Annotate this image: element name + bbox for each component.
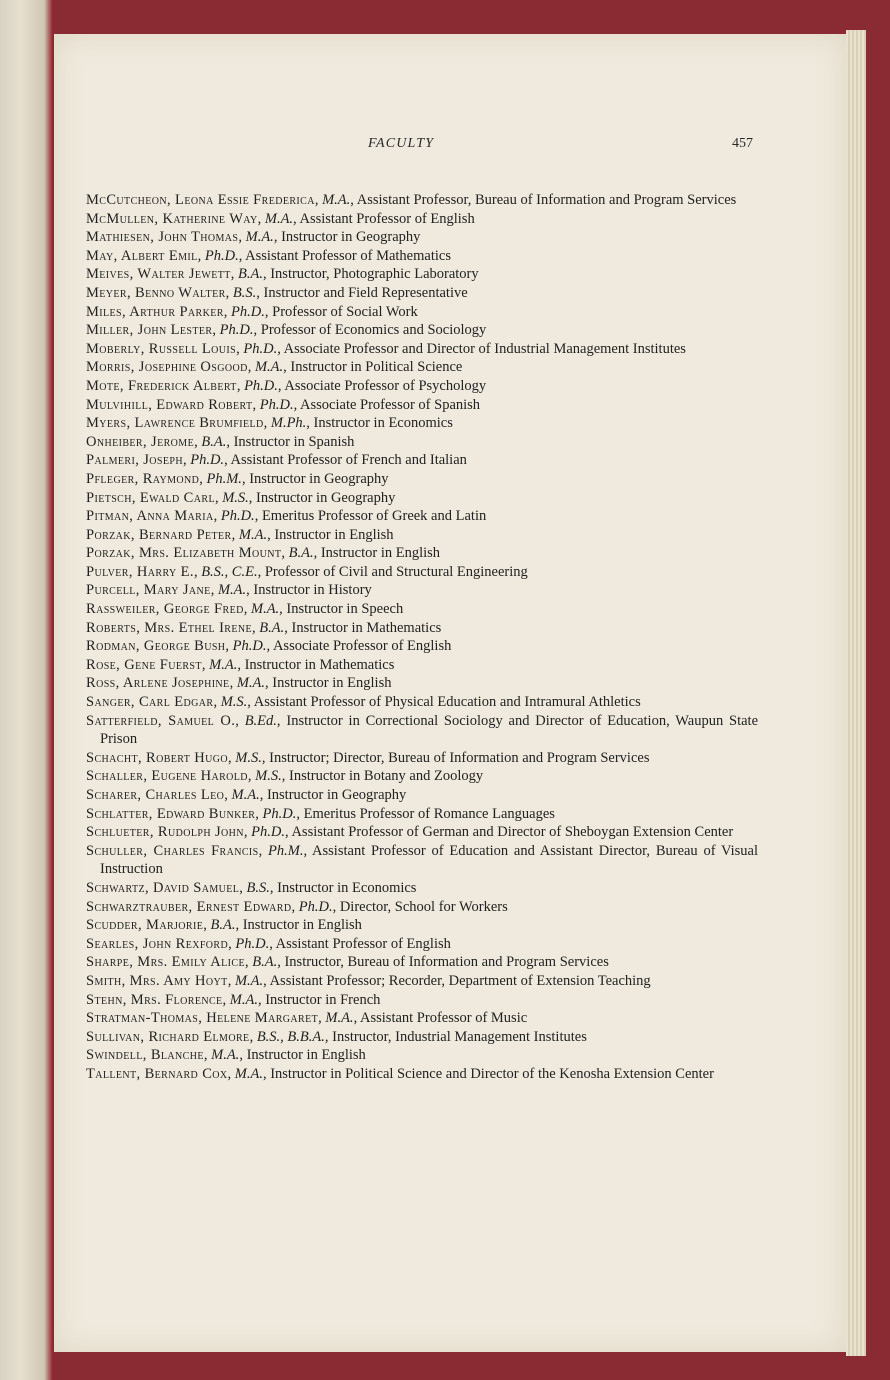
faculty-title: Instructor, Photographic Laboratory: [270, 266, 479, 283]
faculty-title: Instructor in English: [320, 545, 441, 562]
faculty-entry: Mote, Frederick Albert, Ph.D., Associate Professor of Psychology: [86, 377, 487, 394]
faculty-name: Pitman, Anna Maria: [86, 508, 214, 525]
faculty-degree: M.A.: [217, 582, 247, 599]
faculty-name: Rodman, George Bush: [86, 638, 226, 655]
faculty-degree: M.A.: [234, 972, 264, 989]
faculty-entry: Searles, John Rexford, Ph.D., Assistant Professor of English: [86, 935, 451, 952]
faculty-entry: Purcell, Mary Jane, M.A., Instructor in History: [86, 582, 372, 599]
faculty-entry: Schwarztrauber, Ernest Edward, Ph.D., Director, School for Workers: [86, 898, 508, 915]
faculty-degree: M.S.: [235, 749, 262, 766]
faculty-title: Professor of Civil and Structural Engineering: [264, 563, 528, 580]
faculty-title: Instructor in Correctional Sociology and Director of Education, Waupun State Prison: [100, 712, 759, 748]
faculty-degree: M.A.: [250, 601, 280, 618]
faculty-name: Stratman-Thomas, Helene Margaret: [86, 1010, 319, 1027]
faculty-degree: B.S., C.E.: [201, 563, 258, 580]
faculty-degree: Ph.D.: [235, 935, 270, 952]
faculty-name: Schacht, Robert Hugo: [86, 749, 229, 766]
faculty-title: Instructor in English: [274, 526, 394, 543]
faculty-name: Tallent, Bernard Cox: [86, 1065, 228, 1082]
faculty-name: Mathiesen, John Thomas: [86, 229, 239, 246]
faculty-degree: B.Ed.: [244, 712, 277, 729]
faculty-name: Purcell, Mary Jane: [86, 582, 211, 599]
faculty-title: Instructor in Mathematics: [291, 619, 442, 636]
faculty-title: Instructor in Speech: [286, 601, 404, 618]
faculty-degree: B.S.: [232, 284, 257, 301]
faculty-name: Sanger, Carl Edgar: [86, 694, 214, 711]
faculty-name: Meyer, Benno Walter: [86, 284, 226, 301]
faculty-degree: M.A.: [234, 1065, 263, 1082]
faculty-name: Onheiber, Jerome: [86, 433, 195, 450]
faculty-degree: Ph.D.: [243, 340, 278, 357]
faculty-entry: Smith, Mrs. Amy Hoyt, M.A., Assistant Professor; Recorder, Department of Extension Teaching: [86, 972, 651, 989]
faculty-name: Schwarztrauber, Ernest Edward: [86, 898, 292, 915]
faculty-name: Smith, Mrs. Amy Hoyt: [86, 972, 228, 989]
faculty-title: Instructor in Political Science and Director of the Kenosha Extension Center: [270, 1065, 714, 1082]
faculty-degree: Ph.D.: [204, 247, 239, 264]
faculty-degree: M.A.: [238, 526, 268, 543]
faculty-name: Pulver, Harry E.: [86, 563, 194, 580]
faculty-degree: M.A.: [231, 787, 260, 803]
faculty-entry: Stratman-Thomas, Helene Margaret, M.A., Assistant Professor of Music: [86, 1010, 528, 1027]
faculty-entry: Rassweiler, George Fred, M.A., Instructor in Speech: [86, 601, 404, 618]
faculty-entry: Schlueter, Rudolph John, Ph.D., Assistant Professor of German and Director of Sheboygan Extension Center: [86, 824, 734, 841]
faculty-entry: Schacht, Robert Hugo, M.S., Instructor; Director, Bureau of Information and Program Services: [86, 749, 650, 766]
faculty-entry: Schuller, Charles Francis, Ph.M., Assistant Professor of Education and Assistant Director, Bureau of Visual Instruction: [86, 842, 759, 878]
faculty-entry: McMullen, Katherine Way, M.A., Assistant Professor of English: [86, 210, 475, 227]
faculty-degree: Ph.D.: [244, 377, 278, 394]
faculty-degree: B.A.: [238, 266, 263, 283]
faculty-name: Pietsch, Ewald Carl: [86, 489, 215, 506]
faculty-entry: Sanger, Carl Edgar, M.S., Assistant Professor of Physical Education and Intramural Athletics: [86, 694, 641, 711]
faculty-degree: M.A.: [264, 210, 294, 227]
faculty-degree: Ph.M.: [206, 470, 242, 487]
faculty-name: Schlueter, Rudolph John: [86, 824, 244, 841]
faculty-name: Moberly, Russell Louis: [86, 340, 237, 357]
faculty-title: Emeritus Professor of Romance Languages: [303, 805, 555, 822]
faculty-entry: Porzak, Mrs. Elizabeth Mount, B.A., Instructor in English: [86, 545, 441, 562]
faculty-title: Professor of Economics and Sociology: [260, 322, 487, 339]
faculty-degree: B.S., B.B.A.: [256, 1028, 325, 1045]
faculty-entry: Satterfield, Samuel O., B.Ed., Instructor in Correctional Sociology and Director of Education, Waupun State Prison: [86, 712, 759, 748]
faculty-degree: M.A.: [245, 229, 274, 246]
faculty-title: Instructor in Economics: [313, 415, 453, 432]
faculty-entry: Mathiesen, John Thomas, M.A., Instructor in Geography: [86, 229, 421, 246]
faculty-entry: Meyer, Benno Walter, B.S., Instructor and Field Representative: [86, 284, 468, 301]
faculty-title: Instructor in Geography: [249, 470, 389, 487]
faculty-degree: Ph.D.: [298, 898, 333, 915]
faculty-title: Instructor in History: [253, 582, 372, 599]
faculty-degree: B.S.: [246, 879, 270, 896]
faculty-name: Roberts, Mrs. Ethel Irene: [86, 619, 253, 636]
faculty-title: Professor of Social Work: [272, 303, 418, 320]
faculty-entry: Myers, Lawrence Brumfield, M.Ph., Instructor in Economics: [86, 415, 453, 432]
faculty-degree: B.A.: [210, 917, 236, 934]
faculty-name: Miles, Arthur Parker: [86, 303, 224, 320]
faculty-entry: Swindell, Blanche, M.A., Instructor in English: [86, 1047, 366, 1064]
faculty-title: Assistant Professor, Bureau of Information and Program Services: [356, 192, 737, 208]
faculty-title: Instructor in English: [242, 917, 362, 934]
faculty-name: Palmeri, Joseph: [86, 452, 183, 469]
faculty-degree: Ph.M.: [268, 842, 304, 859]
faculty-title: Assistant Professor of English: [299, 210, 475, 227]
faculty-title: Associate Professor of English: [272, 638, 452, 655]
faculty-title: Instructor in Economics: [277, 879, 417, 896]
faculty-name: Schwartz, David Samuel: [86, 879, 240, 896]
faculty-name: McCutcheon, Leona Essie Frederica: [86, 192, 315, 208]
faculty-title: Assistant Professor of French and Italian: [230, 452, 467, 469]
faculty-degree: M.S.: [255, 768, 282, 785]
faculty-name: Myers, Lawrence Brumfield: [86, 415, 264, 432]
faculty-name: Rose, Gene Fuerst: [86, 656, 202, 673]
faculty-name: Schuller, Charles Francis: [86, 842, 259, 859]
faculty-name: Schaller, Eugene Harold: [86, 768, 248, 785]
faculty-name: Rassweiler, George Fred: [86, 601, 244, 618]
faculty-title: Instructor and Field Representative: [263, 284, 468, 301]
faculty-title: Instructor in Spanish: [233, 433, 355, 450]
faculty-entry: Moberly, Russell Louis, Ph.D., Associate Professor and Director of Industrial Management Institutes: [86, 340, 686, 357]
faculty-entry: Roberts, Mrs. Ethel Irene, B.A., Instructor in Mathematics: [86, 619, 442, 636]
faculty-name: Searles, John Rexford: [86, 935, 229, 952]
faculty-degree: M.A.: [209, 656, 238, 673]
faculty-title: Instructor in English: [246, 1047, 366, 1064]
faculty-entry: Sullivan, Richard Elmore, B.S., B.B.A., Instructor, Industrial Management Institutes: [86, 1028, 587, 1045]
faculty-degree: M.Ph.: [270, 415, 307, 432]
faculty-entry: Rose, Gene Fuerst, M.A., Instructor in Mathematics: [86, 656, 395, 673]
faculty-name: Scudder, Marjorie: [86, 917, 204, 934]
faculty-name: Scharer, Charles Leo: [86, 787, 225, 803]
faculty-entry: Palmeri, Joseph, Ph.D., Assistant Professor of French and Italian: [86, 452, 467, 469]
faculty-title: Instructor; Director, Bureau of Information and Program Services: [269, 749, 650, 766]
page-stack-edge: [846, 30, 866, 1356]
faculty-degree: M.S.: [222, 489, 249, 506]
faculty-entry: McCutcheon, Leona Essie Frederica, M.A., Assistant Professor, Bureau of Information and Program Services: [86, 192, 737, 208]
faculty-entry: Schaller, Eugene Harold, M.S., Instructor in Botany and Zoology: [86, 768, 484, 785]
faculty-name: Mulvihill, Edward Robert: [86, 396, 253, 413]
faculty-entry: Miller, John Lester, Ph.D., Professor of Economics and Sociology: [86, 322, 487, 339]
faculty-entry: Schlatter, Edward Bunker, Ph.D., Emeritus Professor of Romance Languages: [86, 805, 555, 822]
faculty-name: Mote, Frederick Albert: [86, 377, 237, 394]
faculty-degree: M.A.: [322, 192, 351, 208]
faculty-name: Schlatter, Edward Bunker: [86, 805, 256, 822]
faculty-title: Emeritus Professor of Greek and Latin: [261, 508, 487, 525]
faculty-name: McMullen, Katherine Way: [86, 210, 258, 227]
faculty-title: Instructor in Mathematics: [244, 656, 395, 673]
faculty-name: May, Albert Emil: [86, 247, 198, 264]
faculty-name: Stehn, Mrs. Florence: [86, 991, 223, 1008]
faculty-degree: B.A.: [259, 619, 285, 636]
faculty-degree: Ph.D.: [259, 396, 294, 413]
page-number: 457: [732, 136, 753, 151]
faculty-entry: Pulver, Harry E., B.S., C.E., Professor of Civil and Structural Engineering: [86, 563, 528, 580]
faculty-degree: Ph.D.: [231, 303, 265, 320]
faculty-name: Ross, Arlene Josephine: [86, 675, 230, 692]
faculty-title: Assistant Professor of Music: [360, 1010, 528, 1027]
faculty-degree: M.A.: [325, 1010, 354, 1027]
faculty-entry: Miles, Arthur Parker, Ph.D., Professor of Social Work: [86, 303, 418, 320]
faculty-name: Miller, John Lester: [86, 322, 213, 339]
faculty-title: Instructor in Botany and Zoology: [289, 768, 484, 785]
faculty-title: Assistant Professor of Mathematics: [245, 247, 451, 264]
faculty-degree: Ph.D.: [262, 805, 297, 822]
faculty-list: [86, 191, 758, 1084]
faculty-title: Instructor in Geography: [256, 489, 396, 506]
faculty-name: Sharpe, Mrs. Emily Alice: [86, 954, 245, 971]
faculty-title: Assistant Professor; Recorder, Department of Extension Teaching: [269, 972, 651, 989]
faculty-name: Sullivan, Richard Elmore: [86, 1028, 250, 1045]
faculty-entry: Scharer, Charles Leo, M.A., Instructor in Geography: [86, 787, 407, 803]
faculty-entry: Schwartz, David Samuel, B.S., Instructor in Economics: [86, 879, 417, 896]
faculty-title: Associate Professor of Spanish: [300, 396, 481, 413]
left-page-binding: [0, 0, 52, 1380]
faculty-title: Associate Professor and Director of Industrial Management Institutes: [283, 340, 686, 357]
faculty-name: Meives, Walter Jewett: [86, 266, 231, 283]
faculty-title: Assistant Professor of German and Director of Sheboygan Extension Center: [291, 824, 734, 841]
faculty-entry: May, Albert Emil, Ph.D., Assistant Professor of Mathematics: [86, 247, 451, 264]
faculty-title: Associate Professor of Psychology: [284, 377, 487, 394]
faculty-name: Satterfield, Samuel O.: [86, 712, 236, 729]
faculty-degree: M.A.: [211, 1047, 240, 1064]
faculty-entry: Meives, Walter Jewett, B.A., Instructor, Photographic Laboratory: [86, 266, 479, 283]
faculty-degree: M.A.: [229, 991, 258, 1008]
faculty-entry: Stehn, Mrs. Florence, M.A., Instructor in French: [86, 991, 381, 1008]
faculty-title: Assistant Professor of Physical Education and Intramural Athletics: [253, 694, 641, 711]
faculty-title: Instructor, Industrial Management Institutes: [332, 1028, 587, 1045]
faculty-degree: B.A.: [252, 954, 278, 971]
faculty-name: Swindell, Blanche: [86, 1047, 204, 1064]
faculty-degree: Ph.D.: [219, 322, 254, 339]
faculty-degree: Ph.D.: [232, 638, 267, 655]
faculty-entry: Rodman, George Bush, Ph.D., Associate Professor of English: [86, 638, 452, 655]
faculty-title: Assistant Professor of Education and Assistant Director, Bureau of Visual Instruction: [100, 842, 759, 878]
faculty-degree: Ph.D.: [190, 452, 225, 469]
faculty-entry: Sharpe, Mrs. Emily Alice, B.A., Instructor, Bureau of Information and Program Services: [86, 954, 609, 971]
faculty-name: Porzak, Mrs. Elizabeth Mount: [86, 545, 282, 562]
faculty-entry: Porzak, Bernard Peter, M.A., Instructor in English: [86, 526, 394, 543]
faculty-degree: B.A.: [288, 545, 314, 562]
faculty-degree: M.S.: [220, 694, 248, 711]
faculty-entry: Mulvihill, Edward Robert, Ph.D., Associate Professor of Spanish: [86, 396, 481, 413]
faculty-title: Instructor in French: [265, 991, 381, 1008]
faculty-entry: Onheiber, Jerome, B.A., Instructor in Spanish: [86, 433, 355, 450]
faculty-degree: M.A.: [254, 359, 284, 376]
faculty-degree: B.A.: [201, 433, 227, 450]
faculty-name: Porzak, Bernard Peter: [86, 526, 232, 543]
faculty-name: Morris, Josephine Osgood: [86, 359, 248, 376]
faculty-title: Instructor in English: [272, 675, 392, 692]
faculty-title: Instructor, Bureau of Information and Program Services: [284, 954, 609, 971]
running-head: FACULTY: [368, 136, 435, 151]
faculty-entry: Ross, Arlene Josephine, M.A., Instructor in English: [86, 675, 392, 692]
faculty-entry: Pfleger, Raymond, Ph.M., Instructor in Geography: [86, 470, 389, 487]
faculty-entry: Morris, Josephine Osgood, M.A., Instructor in Political Science: [86, 359, 463, 376]
faculty-title: Instructor in Geography: [281, 229, 421, 246]
faculty-entry: Pitman, Anna Maria, Ph.D., Emeritus Professor of Greek and Latin: [86, 508, 487, 525]
faculty-degree: M.A.: [236, 675, 265, 692]
faculty-title: Instructor in Geography: [266, 787, 407, 803]
faculty-title: Instructor in Political Science: [290, 359, 463, 376]
faculty-entry: Tallent, Bernard Cox, M.A., Instructor in Political Science and Director of the Kenosha Extension Center: [86, 1065, 714, 1082]
faculty-degree: Ph.D.: [220, 508, 255, 525]
faculty-title: Director, School for Workers: [339, 898, 508, 915]
faculty-degree: Ph.D.: [251, 824, 285, 841]
faculty-entry: Pietsch, Ewald Carl, M.S., Instructor in Geography: [86, 489, 396, 506]
faculty-name: Pfleger, Raymond: [86, 470, 200, 487]
page-header: [54, 136, 846, 156]
faculty-title: Assistant Professor of English: [275, 935, 451, 952]
faculty-entry: Scudder, Marjorie, B.A., Instructor in English: [86, 917, 362, 934]
